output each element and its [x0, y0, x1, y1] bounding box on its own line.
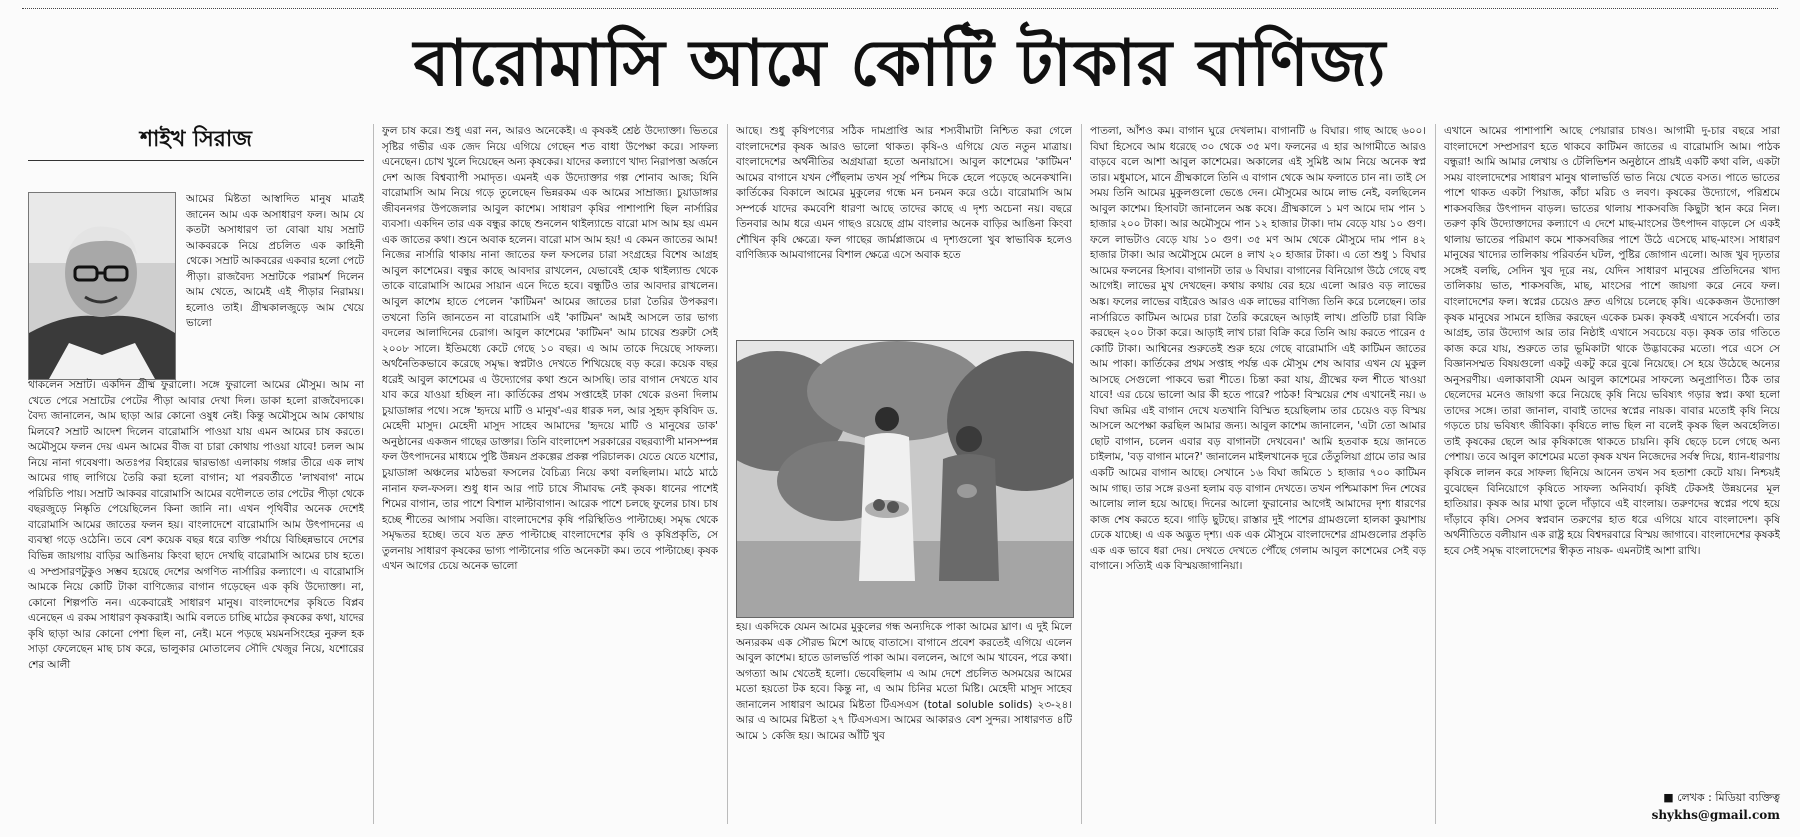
column-1-bottom-text: থাকলেন সম্রাট। একদিন গ্রীষ্ম ফুরালো। সঙ্গে ফুরালো আমের মৌসুম। আম না খেতে পেরে সম্রাটের পেটের পীড়া আবার দেখা দিল। ডাকা হলো রাজবৈদ্যকে। বৈদ্য জানালেন, আম ছাড়া আর কোনো ওষুধ নেই। কিন্তু অমৌসুমে আম কোথায় মিলবে? সম্রাট আদেশ দিলেন বারোমাসি পাওয়া যায় এমন আমের চাষ করতে। অমৌসুমে ফলন দেয় এমন আমের বীজ বা চারা কোথায় পাওয়া যাবে! চলল আম নিয়ে নানা গবেষণা। অতঃপর বিহারের দ্বারভাঙা এলাকায় গঙ্গার তীরে এক লাখ আমের গাছ লাগিয়ে তৈরি করা হলো বাগান; যা পরবর্তীতে 'লাখবাগ' নামে পরিচিতি পায়। সম্রাট আকবর বারোমাসি আমের বদৌলতে তার পেটের পীড়া থেকে বছরজুড়ে নিষ্কৃতি পেয়েছিলেন কিনা জানি না। এখন পৃথিবীর অনেক দেশেই বারোমাসি আমের জাতের ফলন হয়। বাংলাদেশে বারোমাসি আম উৎপাদনের এ ব্যবস্থা গড়ে ওঠেনি। তবে বেশ কয়েক বছর ধরে ব্যক্তি পর্যায়ে বিচ্ছিন্নভাবে দেশের বিভিন্ন জায়গায় বাড়ির আঙিনায় কিংবা ছাদে দেখছি বারোমাসি আমের চাষ হতে। এ সম্প্রসারণটুকুও সম্ভব হয়েছে দেশের অগণিত নার্সারির কল্যাণে। এ বারোমাসি আমকে নিয়ে কোটি টাকা বাণিজ্যের বাগান গড়েছেন এক কৃষি উদ্যোক্তা। না, কোনো শিল্পপতি নন। একেবারেই সাধারণ মানুষ। বাংলাদেশের কৃষিতে বিপ্লব এনেছেন এ রকম সাধারণ কৃষকরাই। আমি বলতে চাচ্ছি মাঠের কৃষকের কথা, যাদের কৃষি ছাড়া আর কোনো পেশা ছিল না, নেই। মনে পড়ছে ময়মনসিংহের নুরুল হক সাড়া ফেলেছেন মাছ চাষ করে, ভালুকার মোতালেব সৌদি খেজুর নিয়ে, যশোরের শের আলী	[28, 379, 364, 671]
author-email: shykhs@gmail.com	[1651, 808, 1780, 822]
column-3-bottom-text: হয়। একদিকে যেমন আমের মুকুলের গন্ধ অন্যদিকে পাকা আমের ঘ্রাণ। এ দুই মিলে অন্যরকম এক সৌরভ মিশে আছে বাতাসে। বাগানে প্রবেশ করতেই এগিয়ে এলেন আবুল কাশেম। হাতে ডালভর্তি পাকা আম। বললেন, আগে আম খাবেন, পরে কথা। অগত্যা আম খেতেই হলো। ভেবেছিলাম এ আম দেশে প্রচলিত অসময়ের আমের মতো হয়তো টক হবে। কিন্তু না, এ আম চিনির মতো মিষ্টি। মেহেদী মাসুদ সাহেব জানালেন সাধারণ আমের মিষ্টতা টিএসএস (total soluble solids) ২৩-২৪। আর এ আমের মিষ্টতা ২৭ টিএসএস। আমের আকারও বেশ সুন্দর। সাধারণত ৪টি আমে ১ কেজি হয়। আমের আঁটি খুব	[736, 621, 1072, 742]
mango-garden-scene-icon	[737, 341, 1073, 617]
column-4	[1090, 124, 1426, 824]
column-1-bottom	[28, 378, 364, 820]
column-3-bottom	[736, 620, 1072, 824]
column-divider	[373, 124, 374, 824]
column-divider	[1081, 124, 1082, 824]
column-1-top-text: আমের মিষ্টতা আস্বাদিত মানুষ মাত্রই জানেন আম এক অসাধারণ ফল। আম যে কতটা অসাধারণ তা বোঝা যায় সম্রাট আকবরকে নিয়ে প্রচলিত এক কাহিনী থেকে। সম্রাট আকবরের একবার হলো পেটে পীড়া। রাজবৈদ্য সম্রাটকে পরামর্শ দিলেন আম খেতে, আমেই এই পীড়ার নিরাময়। হলোও তাই। গ্রীষ্মকালজুড়ে আম খেয়ে ভালো	[186, 193, 364, 330]
top-dotted-rule	[22, 8, 1778, 9]
column-5-text: এখানে আমের পাশাপাশি আছে পেয়ারার চাষও। আগামী দু-চার বছরে সারা বাংলাদেশে সম্প্রসারণ হতে থাকবে কাটিমন জাতের এ বারোমাসি আম। পাঠক বন্ধুরা! আমি আমার লেখায় ও টেলিভিশন অনুষ্ঠানে প্রায়ই একটি কথা বলি, একটা সময় বাংলাদেশের সাধারণ মানুষ থালাভর্তি ভাত নিয়ে খেতে বসত। পাতে ভাতের পাশে থাকত একটা পিয়াজ, কাঁচা মরিচ ও লবণ। কৃষকের উদ্যোগে, পরিশ্রমে শাকসবজির উৎপাদন বাড়ল। ভাতের থালায় শাকসবজি কিছুটা স্থান করে নিল। তরুণ কৃষি উদ্যোক্তাদের কল্যাণে এ দেশে মাছ-মাংসের উৎপাদন বাড়লে সে একই থালায় ভাতের পরিমাণ কমে শাকসবজির পাশে উঠে এসেছে মাছ-মাংস। সাধারণ মানুষের খাদ্যের তালিকায় পরিবর্তন ঘটল, পুষ্টির জোগান এলো। আজ খুব দৃঢ়তার সঙ্গেই বলছি, সেদিন খুব দূরে নয়, যেদিন সাধারণ মানুষের প্রতিদিনের খাদ্য তালিকায় ভাত, শাকসবজি, মাছ, মাংসের পাশে জায়গা করে নেবে ফল। বাংলাদেশের ফল। স্বপ্নের চেয়েও দ্রুত এগিয়ে চলেছে কৃষি। একেকজন উদ্যোক্তা কৃষক মানুষের সামনে হাজির করছেন একেক চমক। কৃষকই এখানে সর্বেসর্বা। তার আগ্রহ, তার উদ্যোগ আর তার নিষ্ঠাই এখানে সবচেয়ে বড়। কৃষক তার গতিতে কাজ করে যায়, শুরুতে তার ভূমিকাটা থাকে উদ্ভাবকের মতো। পরে এসে সে বিজ্ঞানসম্মত বিষয়গুলো একটু একটু করে বুঝে নিয়েছে। সে হয়ে উঠেছে অন্যের অনুসরণীয়। এলাকাবাসী যেমন আবুল কাশেমের সাফল্যে অনুপ্রাণিত। ঠিক তার ছেলেদের মনেও জায়গা করে নিয়েছে কৃষি নিয়ে ভবিষ্যৎ গড়ার স্বপ্ন। কথা হলো তাদের সঙ্গে। তারা জানাল, বাবাই তাদের স্বপ্নের নায়ক। বাবার মতোই কৃষি নিয়ে গড়তে চায় ভবিষ্যৎ জীবিকা। কৃষিতে লাভ ছিল না বলেই কৃষক ছিল অবহেলিত। তাই কৃষকের ছেলে আর কৃষিকাজে থাকতে চায়নি। কৃষি ছেড়ে চলে গেছে অন্য পেশায়। তবে আবুল কাশেমের মতো কৃষক যখন নিজেদের সর্বস্ব দিয়ে, ধ্যান-ধারণায় কৃষিকে লালন করে সাফল্য ছিনিয়ে আনেন তখন সব হতাশা কেটে যায়। নিশ্চয়ই বুঝেছেন বিনিয়োগে কৃষিতে সাফল্য অনিবার্য। কৃষিই টেকসই উন্নয়নের মূল হাতিয়ার। কৃষক আর মাথা তুলে দাঁড়াবে এই বাংলায়। তরুণদের স্বপ্নের পথে হয়ে দাঁড়াবে কৃষি। সেসব স্বপ্নবান তরুণের হাত ধরে এগিয়ে যাবে বাংলাদেশ। কৃষি অর্থনীতিতে বলীয়ান এক রাষ্ট্র হয়ে বিশ্বদরবারে বিস্ময় জাগাবে। বাংলাদেশের কৃষকই হবে সেই সমৃদ্ধ বাংলাদেশের স্বীকৃত নায়ক- এমনটাই আশা রাখি।	[1444, 125, 1780, 557]
column-2-text: ফুল চাষ করে। শুধু এরা নন, আরও অনেকেই। এ কৃষকই শ্রেষ্ঠ উদ্যোক্তা। ভিতরে সৃষ্টির গভীর এক জেদ নিয়ে এগিয়ে গেছেন শত বাধা উপেক্ষা করে। সাফল্য এনেছেন। চোখ খুলে দিয়েছেন অন্য কৃষকের। যাদের কল্যাণে খাদ্য নিরাপত্তা অর্জনে দেশ আজ বিশ্বব্যাপী সমাদৃত। এমনই এক উদ্যোক্তার গল্প শোনাব আজ; যিনি বারোমাসি আম নিয়ে গড়ে তুলেছেন ভিন্নরকম এক আমের সাম্রাজ্য। চুয়াডাঙ্গার জীবননগর উপজেলার আবুল কাশেম। সাধারণ কৃষির পাশাপাশি ছিল নার্সারির ব্যবসা। একদিন তার এক বন্ধুর কাছে শুনলেন থাইল্যান্ডে বারো মাস আম হয় এমন এক জাতের কথা। শুনে অবাক হলেন। বারো মাস আম হয়! এ কেমন জাতের আম! নিজের নার্সারি থাকায় নানা জাতের ফল ফসলের চারা সংগ্রহের বিশেষ আগ্রহ আবুল কাশেমের। বন্ধুর কাছে আবদার রাখলেন, যেভাবেই হোক থাইল্যান্ড থেকে তাকে বারোমাসি আমের সায়ান এনে দিতে হবে। বন্ধুটিও তার আবদার রাখলেন। আবুল কাশেম হাতে পেলেন 'কাটিমন' আমের জাতের চারা তৈরির উপকরণ। তখনো তিনি জানতেন না বারোমাসি এই 'কাটিমন' আমই আসলে তার ভাগ্য বদলের আলাদিনের চেরাগ। আবুল কাশেমের 'কাটিমন' আম চাষের শুরুটা সেই ২০০৮ সালে। ইতিমধ্যে কেটে গেছে ১০ বছর। এ আম তাকে দিয়েছে সাফল্য। অর্থনৈতিকভাবে করেছে সমৃদ্ধ। স্বপ্নটাও দেখতে শিখিয়েছে বড় করে। কয়েক বছর ধরেই আবুল কাশেমের এ উদ্যোগের কথা শুনে আসছি। তার বাগান দেখতে যাব যাব করে যাওয়া হচ্ছিল না। কার্তিকের প্রথম সপ্তাহেই ঢাকা থেকে রওনা দিলাম চুয়াডাঙ্গার পথে। সঙ্গে 'হৃদয়ে মাটি ও মানুষ'-এর ধারক দল, আর সুহৃদ কৃষিবিদ ড. মেহেদী মাসুদ। মেহেদী মাসুদ সাহেব আমাদের 'হৃদয়ে মাটি ও মানুষের ডাক' অনুষ্ঠানের একজন গাছের ডাক্তার। তিনি বাংলাদেশ সরকারের বছরব্যাপী মানসম্পন্ন ফল উৎপাদনের মাধ্যমে পুষ্টি উন্নয়ন প্রকল্পের প্রকল্প পরিচালক। যেতে যেতে যশোর, চুয়াডাঙ্গা অঞ্চলের মাঠভরা ফসলের বৈচিত্র্য নিয়ে কথা বলছিলাম। মাঠে মাঠে নানান ফল-ফসল। শুধু ধান আর পাট চাষে সীমাবদ্ধ নেই কৃষক। ধানের পাশেই শিমের বাগান, তার পাশে বিশাল মাল্টাবাগান। আরেক পাশে চলছে ফুলের চাষ। চাষ হচ্ছে শীতের আগাম সবজি। বাংলাদেশের কৃষি পরিস্থিতিও পাল্টাচ্ছে। সমৃদ্ধ থেকে সমৃদ্ধতর হচ্ছে। তবে যত দ্রুত পাল্টাচ্ছে বাংলাদেশের কৃষি ও কৃষিপ্রকৃতি, সে তুলনায় সাধারণ কৃষকের ভাগ্য পাল্টানোর গতি অনেকটা কম। তবে পাল্টাচ্ছে। কৃষক এখন আগের চেয়ে অনেক ভালো	[382, 125, 718, 573]
author-photo	[28, 192, 176, 380]
column-1-top	[186, 192, 364, 378]
headline: বারোমাসি আমে কোটি টাকার বাণিজ্য	[413, 27, 1387, 101]
column-3-top-text: আছে। শুধু কৃষিপণ্যের সঠিক দামপ্রাপ্তি আর শস্যবীমাটা নিশ্চিত করা গেলে বাংলাদেশের কৃষক আরও ভালো থাকত। কৃষি-ও এগিয়ে যেত নতুন মাত্রায়। বাংলাদেশের অর্থনীতির অগ্রযাত্রা হতো অনায়াসে। আবুল কাশেমের 'কাটিমন' আমের বাগানে যখন পৌঁছলাম তখন সূর্য পশ্চিম দিকে হেলে পড়েছে অনেকখানি। কার্তিকের বিকালে আমের মুকুলের গন্ধে মন চনমন করে ওঠে। বারোমাসি আম সম্পর্কে যাদের কমবেশি ধারণা আছে তাদের কাছে এ দৃশ্য অচেনা নয়। বছরে তিনবার আম ধরে এমন গাছও রয়েছে গ্রাম বাংলার অনেক বাড়ির আঙিনা কিংবা শৌখিন কৃষি ক্ষেত্রে। ফল গাছের জার্মপ্লাজমে এ দৃশ্যগুলো খুব স্বাভাবিক হলেও বাণিজ্যিক আমবাগানের বিশাল ক্ষেত্রে এসে অবাক হতে	[736, 125, 1072, 262]
byline: শাইখ সিরাজ	[140, 126, 252, 152]
column-5	[1444, 124, 1780, 784]
author-portrait-icon	[29, 193, 175, 379]
mango-garden-photo	[736, 340, 1074, 618]
column-2	[382, 124, 718, 824]
column-divider	[1435, 124, 1436, 824]
column-3-top	[736, 124, 1072, 336]
byline-rule	[28, 160, 364, 161]
column-divider	[727, 124, 728, 824]
author-note: ■ লেখক : মিডিয়া ব্যক্তিত্ব	[1663, 791, 1780, 804]
column-4-text: পাতলা, আঁশও কম। বাগান ঘুরে দেখলাম। বাগানটি ৬ বিঘার। গাছ আছে ৬০০। বিঘা হিসেবে আম ধরেছে ৩০ থেকে ৩৫ মণ। ফলনের এ হার আগামীতে আরও বাড়বে বলে আশা আবুল কাশেমের। অকালের এই সুমিষ্ট আম নিয়ে অনেক স্বপ্ন তার। মধুমাসে, মানে গ্রীষ্মকালে তিনি এ বাগান থেকে আম ফলাতে চান না। তাই সে সময় তিনি আমের মুকুলগুলো ভেঙে দেন। মৌসুমের আমে লাভ নেই, বলছিলেন আবুল কাশেম। হিসাবটা জানালেন অঙ্ক কষে। গ্রীষ্মকালে ১ মণ আমে দাম পান ১ হাজার ২০০ টাকা। আর অমৌসুমে পান ১২ হাজার টাকা। দাম বেড়ে যায় ১০ গুণ। ফলে লাভটাও বেড়ে যায় ১০ গুণ। ৩৫ মণ আম থেকে মৌসুমে দাম পান ৪২ হাজার টাকা। আর অমৌসুমে মেলে ৪ লাখ ২০ হাজার টাকা। এ তো শুধু ১ বিঘার আমের ফলনের হিসাব। বাগানটা তার ৬ বিঘার। বাগানের বিনিয়োগ উঠে গেছে বহু আগেই। লাভের মুখ দেখছেন। কথায় কথায় বের হয়ে এলো আরও বড় লাভের অঙ্ক। ফলের লাভের বাইরেও আরও এক লাভের বাণিজ্য তিনি করে চলেছেন। তার নার্সারিতে কাটিমন আমের চারা তৈরি করেছেন আড়াই লাখ। প্রতিটি চারা বিক্রি করছেন ২০০ টাকা করে। আড়াই লাখ চারা বিক্রি করে তিনি আয় করতে পারেন ৫ কোটি টাকা। আশ্বিনের শুরুতেই শুরু হয়ে গেছে বারোমাসি এই কাটিমন জাতের আম পাকা। কার্তিকের প্রথম সপ্তাহ পর্যন্ত এক মৌসুম শেষ আবার এখন যে মুকুল আসছে সেগুলো পাকবে ভরা শীতে। চিন্তা করা যায়, গ্রীষ্মের ফল শীতে খাওয়া যাবে! এর চেয়ে ভালো আর কী হতে পারে? পাঠক! বিস্ময়ের শেষ এখানেই নয়। ৬ বিঘা জমির এই বাগান দেখে যতখানি বিস্মিত হয়েছিলাম তার চেয়েও বড় বিস্ময় আসলে অপেক্ষা করছিল আমার জন্য। আবুল কাশেম জানালেন, 'এটা তো আমার ছোট বাগান, চলেন এবার বড় বাগানটা দেখবেন।' আমি হতবাক হয়ে জানতে চাইলাম, 'বড় বাগান মানে?' জানালেন মাইলখানেক দূরে তেঁতুলিয়া গ্রামে তার আর একটি আমের বাগান আছে। সেখানে ১৬ বিঘা জমিতে ১ হাজার ৭০০ কাটিমন আম গাছ। তার সঙ্গে রওনা হলাম বড় বাগান দেখতে। তখন পশ্চিমাকাশ দিন শেষের আলোয় লাল হয়ে আছে। দিনের আলো ফুরানোর আগেই আমাদের দৃশ্য ধারণের কাজ শেষ করতে হবে। গাড়ি ছুটছে। রাস্তার দুই পাশের গ্রামগুলো হালকা কুয়াশায় ঢেকে যাচ্ছে। এ এক অদ্ভুত দৃশ্য। এক এক মৌসুমে বাংলাদেশের গ্রামগুলোর প্রকৃতি এক এক ভাবে ধরা দেয়। দেখতে দেখতে পৌঁছে গেলাম আবুল কাশেমের সেই বড় বাগানে। সত্যিই এক বিস্ময়জাগানিয়া।	[1090, 125, 1426, 573]
